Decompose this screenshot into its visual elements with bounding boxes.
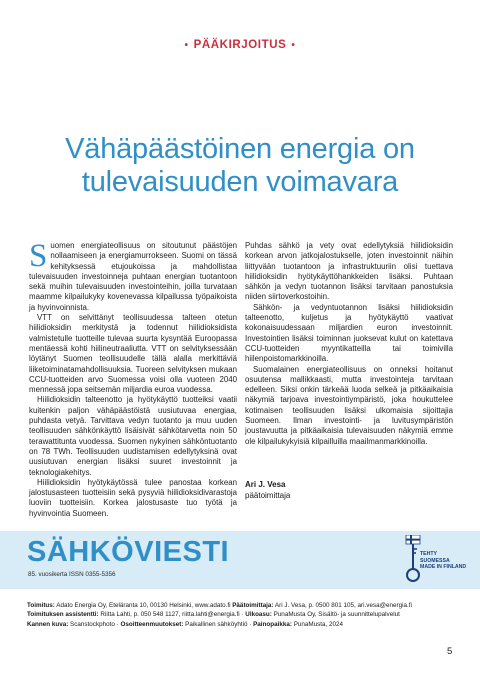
paragraph: VTT on selvittänyt teollisuudessa talteen otetun hiilidioksidin merkitystä ja todennut hiilidioksidista valmistetulle tuotteille tulevaa suurta kysyntää Euroopassa mentäessä kohti hiilineutraaliutta. VTT on selvityksessään löytänyt Suomen teollisuudelle tällä alalla merkittäviä liiketoiminatamahdollisuuksia. Tuoreen selvityksen mukaan CCU-tuotteiden arvo Suomessa voisi olla vuoteen 2040 mennessä jopa seitsemän miljardia euroa vuodessa. <box>29 313 237 395</box>
paragraph: Puhdas sähkö ja vety ovat edellytyksiä hiilidioksidin korkean arvon jatkojalostukselle, joten investoinnit näihin liittyvään tuotantoon ja infrastruktuuriin olisi tuettava hiilidioksidin hyötykäyttöhankkeiden lisäksi. Puhtaan sähkön ja vedyn tuotannon lisäksi tarvitaan panostuksia niiden siirtoverkostoihin. <box>245 241 453 302</box>
made-in-finland-badge <box>420 551 468 571</box>
paragraph: Suomen energiateollisuus on sitoutunut päästöjen nollaamiseen ja energiamurrokseen. Suomi on tässä kehityksessä etujoukoissa ja mahdollistaa tulevaisuuden investoinneja puhtaan energian tuotantoon sekä muihin tulevaisuuden investointeihin, joilla turvataan maamme kilpailukyky kovenevassa kilpailussa työpaikoista ja hyvinvoinnista. <box>29 238 237 312</box>
badge-line-1: TEHTY SUOMESSA <box>420 551 450 564</box>
magazine-logo: SÄHKÖVIESTI <box>27 536 230 568</box>
article-headline <box>20 133 460 199</box>
headline-line-1: Vähäpäästöinen energia on <box>65 133 415 165</box>
author-title: päätoimittaja <box>245 490 291 500</box>
article-column-left <box>29 238 237 519</box>
author-name: Ari J. Vesa <box>245 480 286 489</box>
article-column-right <box>245 241 453 447</box>
paragraph: Sähkön- ja vedyntuotannon lisäksi hiilidioksidin talteenotto, kuljetus ja hyötykäyttö vaativat kokonaisuudessaan miljardien euron investoinnit. Investointien lisäksi toiminnan juoksevat kulut on katettava CCU-tuotteiden myyntikatteilla tai toimivilla hiilenpoistomarkkinoilla. <box>245 302 453 364</box>
section-label <box>0 39 480 51</box>
paragraph: Hiilidioksidin talteenotto ja hyötykäyttö tuotteiksi vaatii kuitenkin paljon vähäpäästöistä uusiutuvaa energiaa, puhdasta vetyä. Tarvittava vedyn tuotanto ja muu uuden teollisuuden sähkönkäyttö lisäisivät sähkötarvetta noin 50 terawattitunta vuodessa. Suomen nykyinen sähköntuotanto on 78 TWh. Teollisuuden uudistamisen edellytyksinä ovat uusiutuvan energian lisäksi suuret investoinnit ja teknologiakehitys. <box>29 395 237 477</box>
credits-line-1: Toimitus: Adato Energia Oy, Eteläranta 10, 00130 Helsinki, www.adato.fi Päätoimittaja: Ari J. Vesa, p. 0500 801 105, ari.vesa@energia.fi <box>27 602 412 609</box>
headline-line-2: tulevaisuuden voimavara <box>81 166 399 198</box>
drop-cap: S <box>29 238 48 274</box>
bullet-left: • <box>184 40 189 51</box>
bullet-right: • <box>291 40 296 51</box>
badge-line-2: MADE IN FINLAND <box>420 564 467 571</box>
section-title: PÄÄKIRJOITUS <box>193 39 287 51</box>
publication-credits <box>27 601 457 629</box>
credits-line-3: Kannen kuva: Scanstockphoto · Osoitteenmuutokset: Paikallinen sähköyhtiö · Painopaikka: PunaMusta, 2024 <box>27 620 344 628</box>
credits-line-2: Toimituksen assistentti: Riitta Lahti, p. 050 548 1127, riitta.lahti@energia.fi · Ulkoasu: PunaMusta Oy, Sisältö- ja suunnittelupalvelut <box>27 611 400 619</box>
author-signature <box>245 480 453 501</box>
paragraph: Hiilidioksidin hyötykäytössä tulee panostaa korkean jalostusasteen tuotteisiin sekä pysyviä hiilidioksidivarastoja luoviin tuotteisiin. Korkea jalostusaste tuo työtä ja hyvinvointia Suomeen. <box>29 477 237 518</box>
page-number: 5 <box>447 646 453 657</box>
paragraph: Suomalainen energiateollisuus on onneksi hoitanut osuutensa mallikkaasti, mutta investointeja tarvitaan edelleen. Siksi onkin tärkeää luoda selkeä ja pitkäaikaisia näkymiä tarjoava investointiympäristö, joka houkuttelee kotimaisen teollisuuden lisäksi ulkomaisia sijoittajia Suomeen. Ilman investointi- ja luvitusympäristön joustavuutta ja pitkäaikaisia tulevaisuuden näkymiä emme ole kilpailukykyisiä kilpailluilla maailmanmarkkinoilla. <box>245 364 453 446</box>
issn-line: 85. vuosikerta ISSN 0355-5356 <box>28 571 116 578</box>
masthead-band <box>0 531 480 589</box>
